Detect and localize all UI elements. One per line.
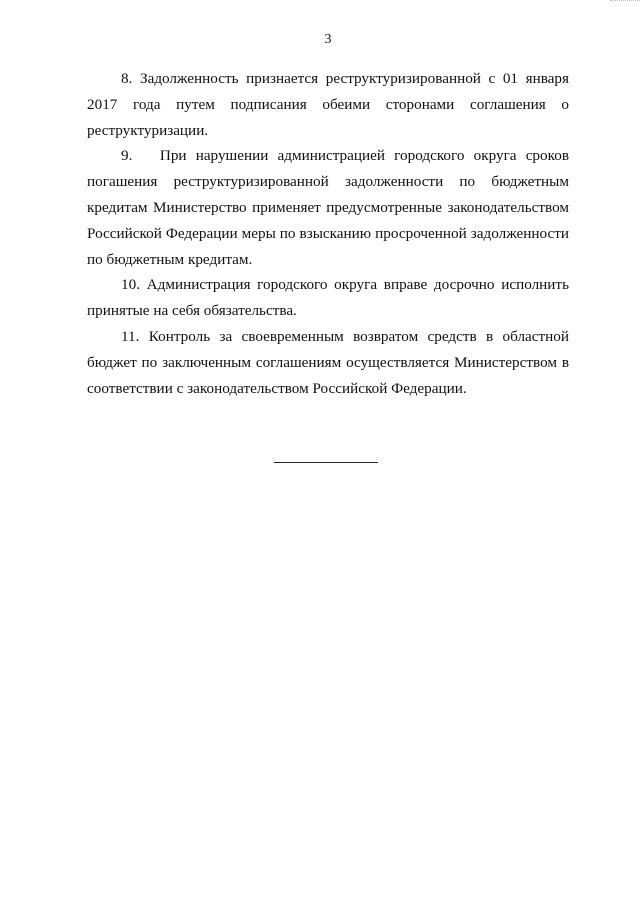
end-of-text-rule [274,462,378,463]
document-body [87,66,573,401]
paragraph-8: 8. Задолженность признается реструктуризированной с 01 января 2017 года путем подписания обеими сторонами соглашения о реструктуризации. [87,70,569,139]
scan-edge-mark [610,0,640,1]
page-number: 3 [324,32,332,47]
paragraph-10: 10. Администрация городского округа вправе досрочно исполнить принятые на себя обязательства. [87,276,569,320]
paragraph-9: 9. При нарушении администрацией городского округа сроков погашения реструктуризированной задолженности по бюджетным кредитам Министерство применяет предусмотренные законодательством Российской Федерации меры по взысканию просроченной задолженности по бюджетным кредитам. [87,147,573,268]
paragraph-11: 11. Контроль за своевременным возвратом средств в областной бюджет по заключенным соглашениям осуществляется Министерством в соответствии с законодательством Российской Федерации. [87,327,569,397]
